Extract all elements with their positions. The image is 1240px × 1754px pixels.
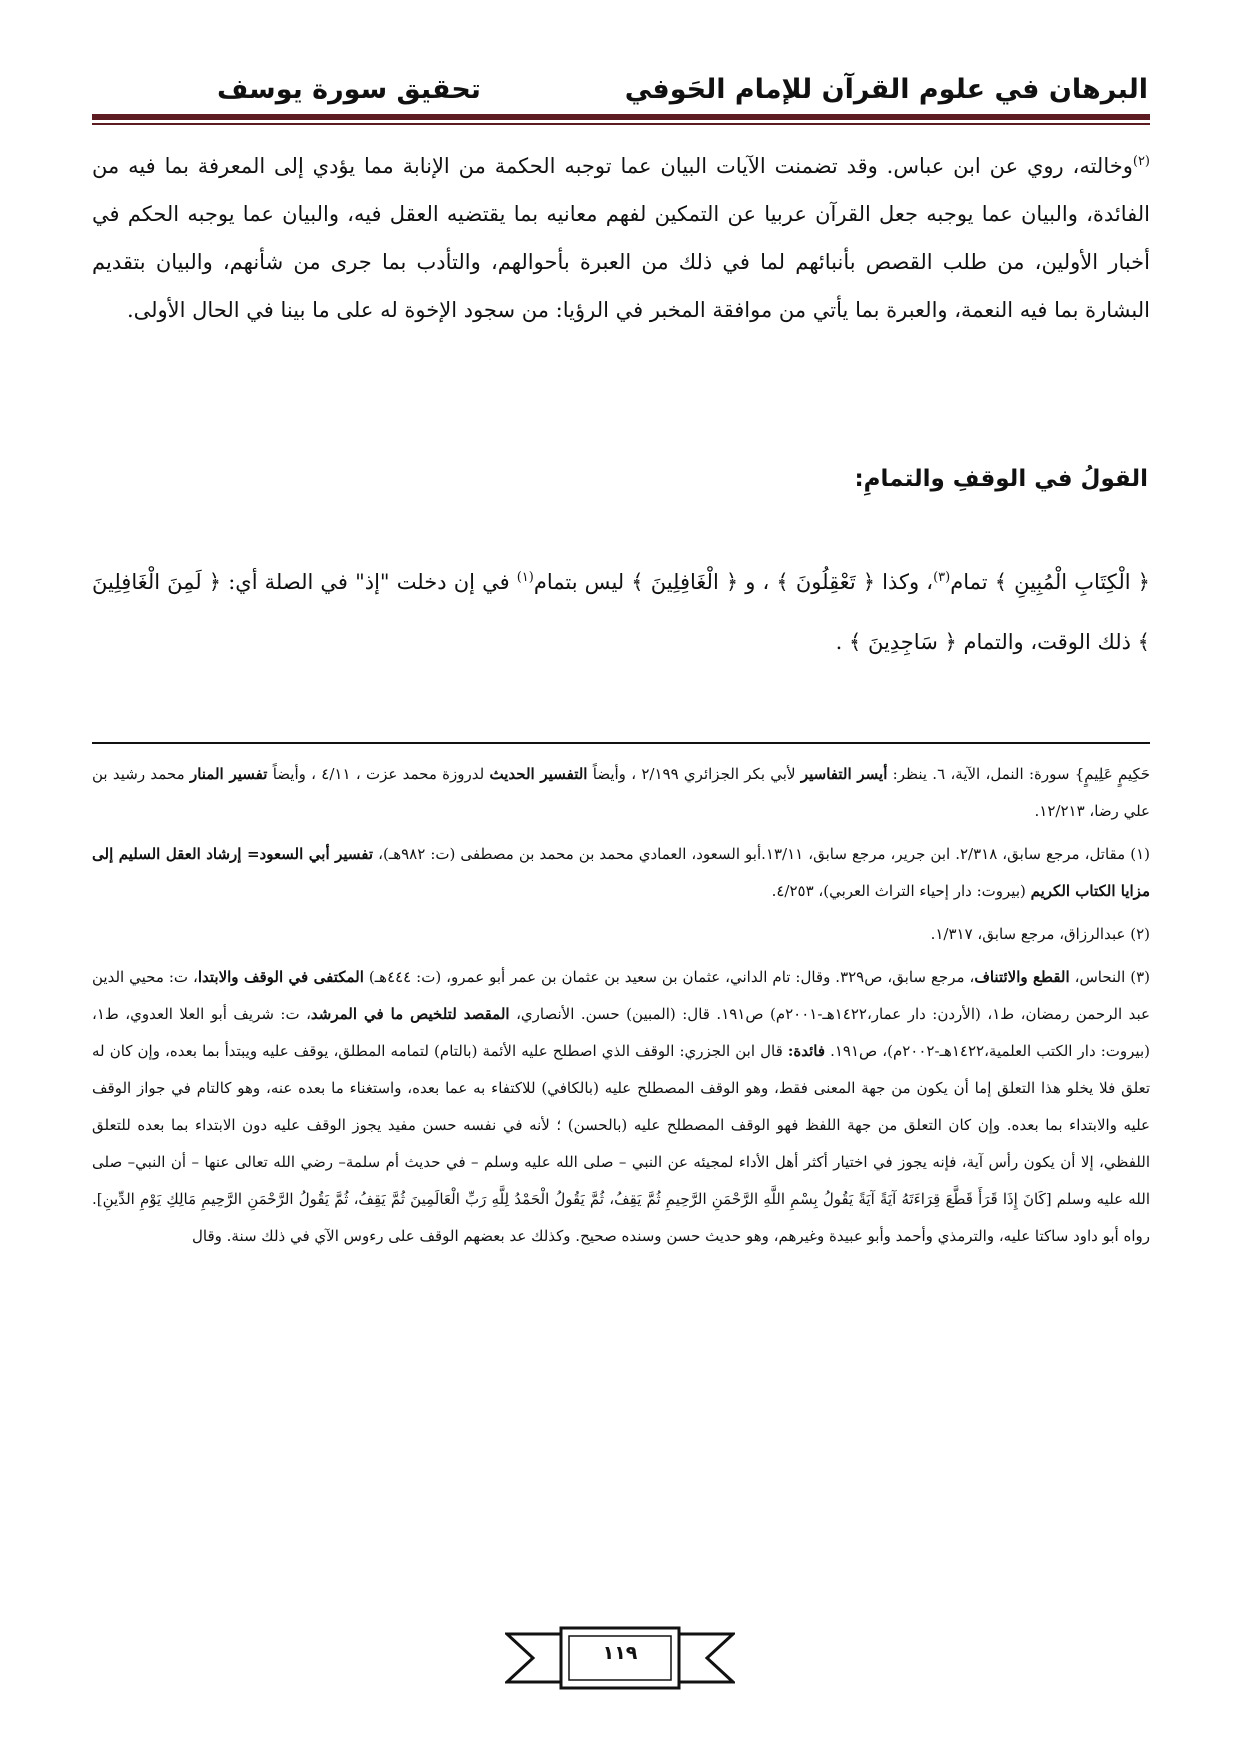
page-number-ribbon xyxy=(505,1622,735,1694)
footnote-marker: (٢) xyxy=(1132,154,1150,169)
header-rule-thick xyxy=(92,114,1150,120)
note-label: فائدة: xyxy=(787,1042,826,1060)
body-text xyxy=(92,142,1150,334)
book-name: التفسير الحديث xyxy=(489,765,588,783)
footnote-text: ، ت: محيي الدين عبد الرحمن رمضان، ط١، (الأردن: دار عمار،١٤٢٢هـ-٢٠٠١م) ص١٩١. قال: (المبين) حسن. الأنصاري، xyxy=(92,968,1151,1023)
footnote-text: محمد رشيد بن علي رضا، ١٢/٢١٣. xyxy=(92,765,1150,820)
paragraph-text: وخالته، روي عن ابن عباس. وقد تضمنت الآيات البيان عما توجبه الحكمة من الإنابة مما يؤدي إلى المعرفة بما فيه من الفائدة، والبيان عما يوجبه جعل القرآن عربيا عن التمكين لفهم معانيه بما يقتضيه العقل فيه، والبيان عما يوجبه الحكم في أخبار الأولين، من طلب القصص بأنبائهم لما في ذلك من العبرة بأحوالهم، والتأدب بما جرى من شأنهم، والبيان بتقديم البشارة بما فيه النعمة، والعبرة بما يأتي من موافقة المخبر في الرؤيا: من سجود الإخوة له على ما بينا في الحال الأولى. xyxy=(92,154,1150,322)
footnote-text: (١) مقاتل، مرجع سابق، ٢/٣١٨. ابن جرير، مرجع سابق، ١٣/١١.أبو السعود، العمادي محمد بن محمد بن مصطفى (ت: ٩٨٢هـ)، xyxy=(373,845,1150,863)
footnote-text: ، مرجع سابق، ص٣٢٩. وقال: تام الداني، عثمان بن سعيد بن عثمان بن عمر أبو عمرو، (ت: ٤٤٤هـ) xyxy=(363,968,975,986)
footnotes xyxy=(92,756,1150,1261)
book-name: القطع والائتناف xyxy=(974,968,1070,986)
section-title: تحقيق سورة يوسف xyxy=(217,74,481,105)
footnote-marker: (٣) xyxy=(933,570,951,585)
book-name: المقصد لتلخيص ما في المرشد xyxy=(310,1005,510,1023)
footnote-text: (٣) النحاس، xyxy=(1069,968,1151,986)
footnote xyxy=(92,959,1150,1255)
verse-text: ﴿ الْكِتَابِ الْمُبِينِ ﴾ تمام xyxy=(950,570,1150,594)
verses-block xyxy=(92,552,1150,672)
verses-paragraph xyxy=(92,552,1150,672)
footnote-text: ، ت: شريف أبو العلا العدوي، ط١، (بيروت: دار الكتب العلمية،١٤٢٢هـ-٢٠٠٢م)، ص١٩١. xyxy=(92,1005,1150,1060)
footnote-separator xyxy=(92,742,1150,744)
book-name: تفسير أبي السعود= إرشاد العقل السليم إلى مزايا الكتاب الكريم xyxy=(92,845,1150,900)
book-title: البرهان في علوم القرآن للإمام الحَوفي xyxy=(624,74,1148,105)
footnote-text: حَكِيمٍ عَلِيمٍ} سورة: النمل، الآية، ٦. ينظر: xyxy=(887,765,1151,783)
footnote-text: قال ابن الجزري: الوقف الذي اصطلح عليه الأئمة (بالتام) لتمامه المطلق، يوقف عليه ويبتدأ بما بعده، وإن كان له تعلق فلا يخلو هذا التعلق إما أن يكون من جهة المعنى فقط، وهو الوقف المصطلح عليه (بالكافي) للاكتفاء به عما بعده، واستغناء ما بعده عنه، وهو كالتام في جواز الوقف عليه والابتداء بما بعده. وإن كان التعلق من جهة اللفظ فهو الوقف المصطلح عليه (بالحسن) ؛ لأنه في نفسه حسن مفيد يجوز الوقف عليه دون الابتداء بما بعده للتعلق اللفظي، إلا أن يكون رأس آية، فإنه يجوز في اختيار أكثر أهل الأداء لمجيئه عن النبي – صلى الله عليه وسلم – في حديث أم سلمة– رضي الله تعالى عنها – أن النبي– صلى الله عليه وسلم [كَانَ إِذَا قَرَأَ قَطَّعَ قِرَاءَتَهُ آيَةً آيَةً يَقُولُ بِسْمِ اللَّهِ الرَّحْمَنِ الرَّحِيمِ ثُمَّ يَقِفُ، ثُمَّ يَقُولُ الْحَمْدُ لِلَّهِ رَبِّ الْعَالَمِينَ ثُمَّ يَقِفُ، ثُمَّ يَقُولُ الرَّحْمَنِ الرَّحِيمِ مَالِكِ يَوْمِ الدِّينِ]. رواه أبو داود ساكتا عليه، والترمذي وأحمد وأبو عبيدة وغيرهم، وهو حديث حسن وسنده صحيح. وكذلك عد بعضهم الوقف على رءوس الآي في ذلك سنة. وقال xyxy=(92,1042,1150,1245)
page-header xyxy=(92,74,1148,110)
footnote-text: (بيروت: دار إحياء التراث العربي)، ٤/٢٥٣. xyxy=(771,882,1031,900)
page-number: ١١٩ xyxy=(602,1642,638,1664)
book-name: المكتفى في الوقف والابتدا xyxy=(197,968,364,986)
book-name: أيسر التفاسير xyxy=(800,765,888,783)
footnote xyxy=(92,836,1150,910)
footnote-marker: (١) xyxy=(516,570,534,585)
verse-text: ، وكذا ﴿ تَعْقِلُونَ ﴾ ، و ﴿ الْغَافِلِينَ ﴾ ليس بتمام xyxy=(533,570,934,594)
book-name: تفسير المنار xyxy=(189,765,268,783)
footnote xyxy=(92,916,1150,953)
footnote-text: لدروزة محمد عزت ، ٤/١١ ، وأيضاً xyxy=(267,765,490,783)
footnote-text: (٢) عبدالرزاق، مرجع سابق، ١/٣١٧. xyxy=(930,925,1150,943)
footnote xyxy=(92,756,1150,830)
section-heading: القولُ في الوقفِ والتمامِ: xyxy=(854,466,1148,492)
footnote-text: لأبي بكر الجزائري ٢/١٩٩ ، وأيضاً xyxy=(587,765,801,783)
header-rule-thin xyxy=(92,123,1150,125)
paragraph xyxy=(92,142,1150,334)
verse-text: في إن دخلت "إذ" في الصلة أي: ﴿ لَمِنَ الْغَافِلِينَ ﴾ ذلك الوقت، والتمام ﴿ سَاجِدِينَ ﴾ . xyxy=(92,570,1150,654)
